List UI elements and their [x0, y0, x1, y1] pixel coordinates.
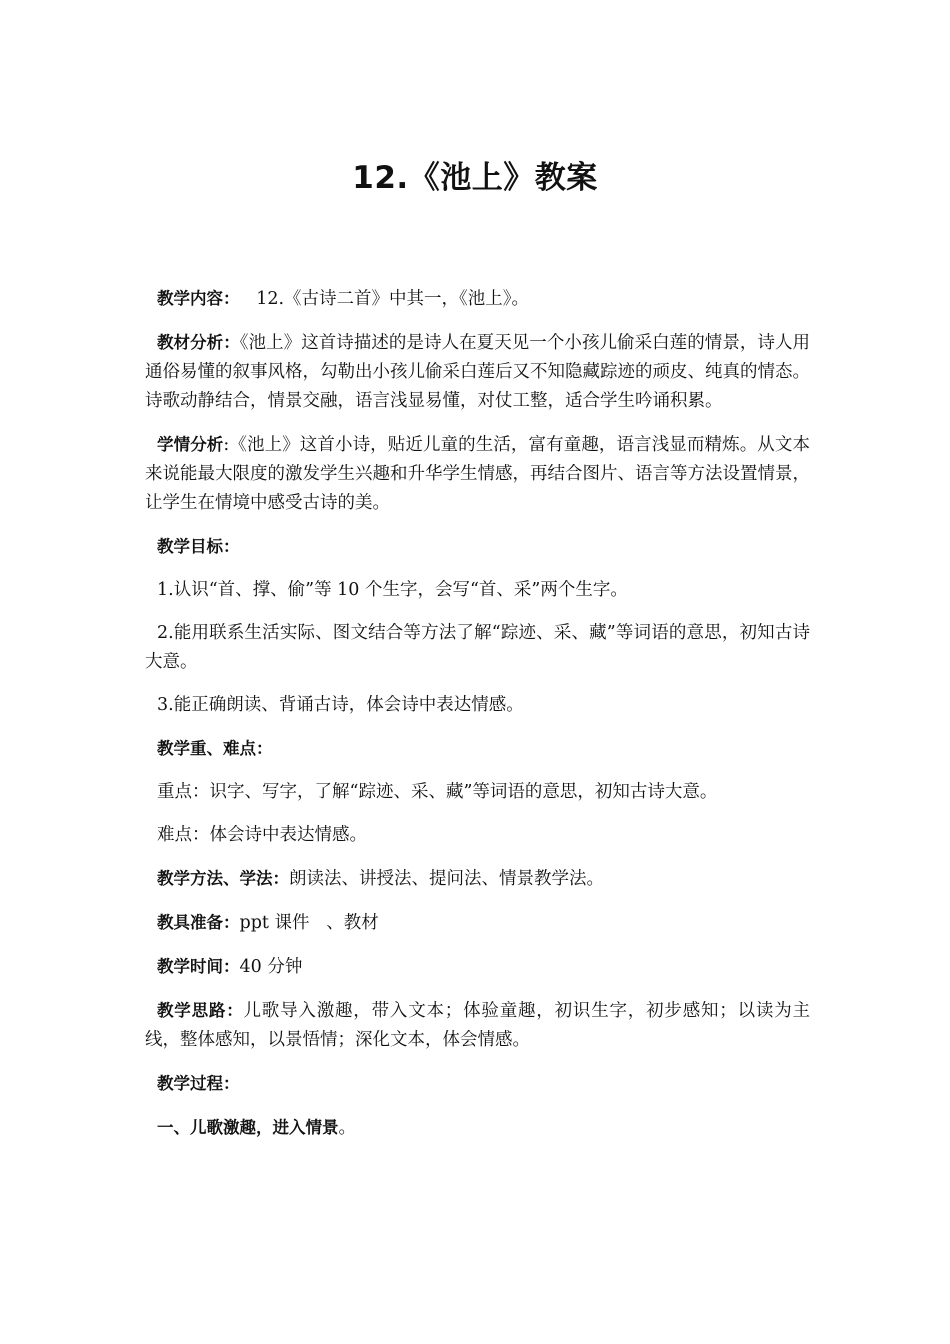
goal-item-3: 3.能正确朗读、背诵古诗，体会诗中表达情感。 — [157, 695, 524, 715]
label-textbook-analysis: 教材分析： — [157, 333, 240, 352]
label-teaching-time: 教学时间： — [157, 957, 240, 976]
document-body — [145, 284, 810, 1157]
text-textbook-analysis: 《池上》这首诗描述的是诗人在夏天见一个小孩儿偷采白莲的情景，诗人用通俗易懂的叙事风格，勾勒出小孩儿偷采白莲后又不知隐藏踪迹的顽皮、纯真的情态。诗歌动静结合，情景交融，语言浅显易懂，对仗工整，适合学生吟诵积累。 — [145, 333, 811, 411]
paragraph-teaching-approach — [145, 996, 810, 1055]
paragraph-teaching-methods — [145, 864, 810, 894]
paragraph-teaching-time — [145, 952, 810, 982]
label-teaching-goals: 教学目标： — [157, 537, 240, 556]
label-teaching-methods: 教学方法、学法： — [157, 869, 289, 888]
label-step-1: 一、儿歌激趣，进入情景 — [157, 1118, 339, 1137]
paragraph-teaching-content — [145, 284, 810, 314]
label-student-analysis: 学情分析 — [157, 435, 224, 454]
goal-item-1: 1.认识“首、撑、偷”等 10 个生字，会写“首、采”两个生字。 — [157, 580, 628, 600]
label-key-points: 教学重、难点： — [157, 739, 273, 758]
paragraph-key-points — [145, 734, 810, 764]
label-teaching-process: 教学过程： — [157, 1074, 240, 1093]
paragraph-teaching-tools — [145, 908, 810, 938]
label-teaching-content: 教学内容： — [157, 289, 240, 308]
text-difficulty: 难点：体会诗中表达情感。 — [157, 825, 367, 845]
label-teaching-tools: 教具准备： — [157, 913, 240, 932]
page-title: 12.《池上》教案 — [352, 160, 598, 196]
paragraph-student-analysis — [145, 430, 810, 518]
label-teaching-approach: 教学思路： — [157, 1001, 244, 1020]
paragraph-teaching-goals — [145, 532, 810, 562]
paragraph-textbook-analysis — [145, 328, 810, 416]
goal-item-2: 2.能用联系生活实际、图文结合等方法了解“踪迹、采、藏”等词语的意思，初知古诗大意。 — [145, 623, 810, 672]
paragraph-step-1 — [145, 1113, 810, 1143]
text-focus: 重点：识字、写字，了解“踪迹、采、藏”等词语的意思，初知古诗大意。 — [157, 782, 718, 802]
text-step-1-tail: 。 — [338, 1118, 356, 1138]
text-teaching-content: 12.《古诗二首》中其一，《池上》。 — [239, 289, 530, 309]
text-teaching-methods: 朗读法、讲授法、提问法、情景教学法。 — [289, 869, 604, 889]
text-teaching-tools: ppt 课件 、教材 — [239, 913, 379, 933]
text-student-analysis: :《池上》这首小诗，贴近儿童的生活，富有童趣，语言浅显而精炼。从文本来说能最大限度的激发学生兴趣和升华学生情感，再结合图片、语言等方法设置情景，让学生在情境中感受古诗的美。 — [145, 435, 810, 513]
text-teaching-time: 40 分钟 — [239, 957, 303, 977]
paragraph-teaching-process — [145, 1069, 810, 1099]
text-teaching-approach: 儿歌导入激趣，带入文本；体验童趣，初识生字，初步感知；以读为主线，整体感知，以景悟情；深化文本，体会情感。 — [145, 1001, 810, 1050]
